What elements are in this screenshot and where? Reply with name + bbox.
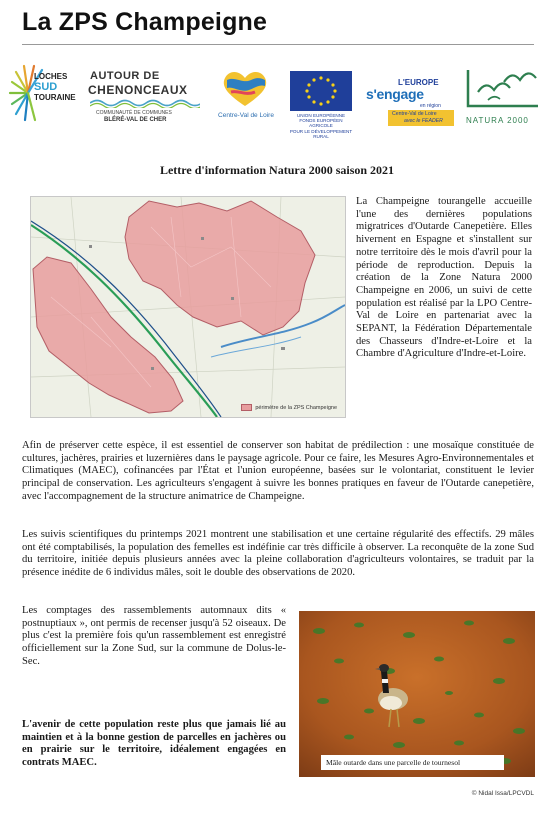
map-drawing	[31, 197, 345, 417]
counts-paragraph: Les comptages des rassemblements automnaux dits « postnuptiaux », ont permis de recenser jusqu'à 52 oiseaux. De plus c'est la première fois qu'un rassemblement est enregistré officiellement sur la Zone Sud, sur la commune de Dolus-le-Sec.	[22, 605, 286, 667]
title-divider	[22, 44, 534, 45]
natura-2000-logo	[462, 58, 544, 128]
zps-map	[30, 196, 346, 418]
engage-logo-line4: Centre-Val de Loire	[392, 111, 437, 117]
eu-logo-line2: FONDS EUROPÉEN AGRICOLE	[299, 118, 343, 129]
map-legend-swatch	[241, 404, 252, 411]
photo-caption: Mâle outarde dans une parcelle de tournesol	[321, 755, 504, 770]
loches-sud-touraine-logo	[8, 58, 80, 128]
heart-icon	[221, 68, 269, 108]
chenonceaux-logo-line2: CHENONCEAUX	[88, 83, 188, 97]
bustard-photo	[299, 611, 535, 777]
eu-flag-icon	[290, 71, 352, 111]
region-logo-label: Centre-Val de Loire	[218, 112, 274, 119]
eu-logo-line3: POUR LE DÉVELOPPEMENT RURAL	[289, 128, 353, 139]
conclusion-paragraph: L'avenir de cette population reste plus que jamais lié au maintien et à la bonne gestion de parcelles en jachères ou en prairie sur le territoire, idéalement engagées en contrats MAEC.	[22, 719, 286, 769]
region-centre-val-de-loire-logo	[209, 58, 283, 128]
waves-icon	[90, 98, 200, 108]
page-title: La ZPS Champeigne	[22, 8, 268, 36]
eu-logo-line1: UNION EUROPÉENNE	[296, 113, 346, 118]
engage-logo-line5: avec le FEADER	[404, 118, 443, 124]
engage-logo-line1: L'EUROPE	[398, 78, 439, 87]
photo-credit: © Nidal Issa/LPCVDL	[471, 790, 534, 797]
europe-s-engage-logo	[362, 58, 458, 128]
flying-birds-icon	[464, 62, 542, 114]
loches-logo-line1: LOCHES	[34, 72, 68, 81]
loches-logo-line2: SUD	[34, 81, 58, 93]
engage-logo-line2: s'engage	[366, 86, 424, 102]
map-legend	[241, 404, 337, 411]
autour-de-chenonceaux-logo	[86, 58, 206, 128]
newsletter-subtitle: Lettre d'information Natura 2000 saison 2021	[159, 163, 395, 177]
loches-logo-line3: TOURAINE	[34, 93, 76, 102]
intro-paragraph: La Champeigne tourangelle accueille l'une des dernières populations migratrices d'Outarde Canepetière. Elles hivernent en Espagne et s'installent sur notre territoire dès le mois d'avril pour la période de reproduction. Depuis la création de la Zone Natura 2000 Champeigne en 2006, un suivi de cette population est réalisé par la LPO Centre-Val de Loire en partenariat avec la SEPANT, la Fédération Départementale des Chasseurs d'Indre-et-Loire et la Chambre d'Agriculture d'Indre-et-Loire.	[356, 196, 532, 360]
natura-logo-label: NATURA 2000	[466, 116, 529, 125]
union-europeenne-logo	[288, 58, 354, 139]
survey-paragraph: Les suivis scientifiques du printemps 2021 montrent une stabilisation et une certaine régularité des effectifs. 29 mâles ont été comptabilisés, la population des femelles est indéfinie car très difficile à observer. La reconquête de la zone Sud du territoire, initiée depuis plusieurs années avec la pleine collaboration d'agriculteurs volontaires, se traduit par la présence inédite de 6 individus mâles, soit le double des observations de 2020.	[22, 529, 534, 579]
chenonceaux-logo-line3: COMMUNAUTÉ DE COMMUNES	[96, 110, 172, 116]
map-legend-label: périmètre de la ZPS Champeigne	[255, 404, 337, 411]
chenonceaux-logo-line4: BLÉRÉ-VAL DE CHER	[104, 117, 167, 123]
habitat-paragraph: Afin de préserver cette espèce, il est essentiel de conserver son habitat de prédilection : une mosaïque constituée de cultures, jachères, prairies et luzernières dans le paysage agricole. Pour ce faire, les Mesures Agro-Environnementales et Climatiques (MAEC), cofinancées par l'État et l'union européenne, basées sur le volontariat, constituent le levier principal de conservation. Les agriculteurs s'engagent à suivre les bonnes pratiques en faveur de l'Outarde canepetière, avec l'accompagnement de la structure animatrice de Champeigne.	[22, 440, 534, 502]
engage-logo-line3: en région	[420, 103, 441, 109]
chenonceaux-logo-line1: AUTOUR DE	[90, 70, 160, 82]
bustard-photo-drawing	[299, 611, 535, 777]
